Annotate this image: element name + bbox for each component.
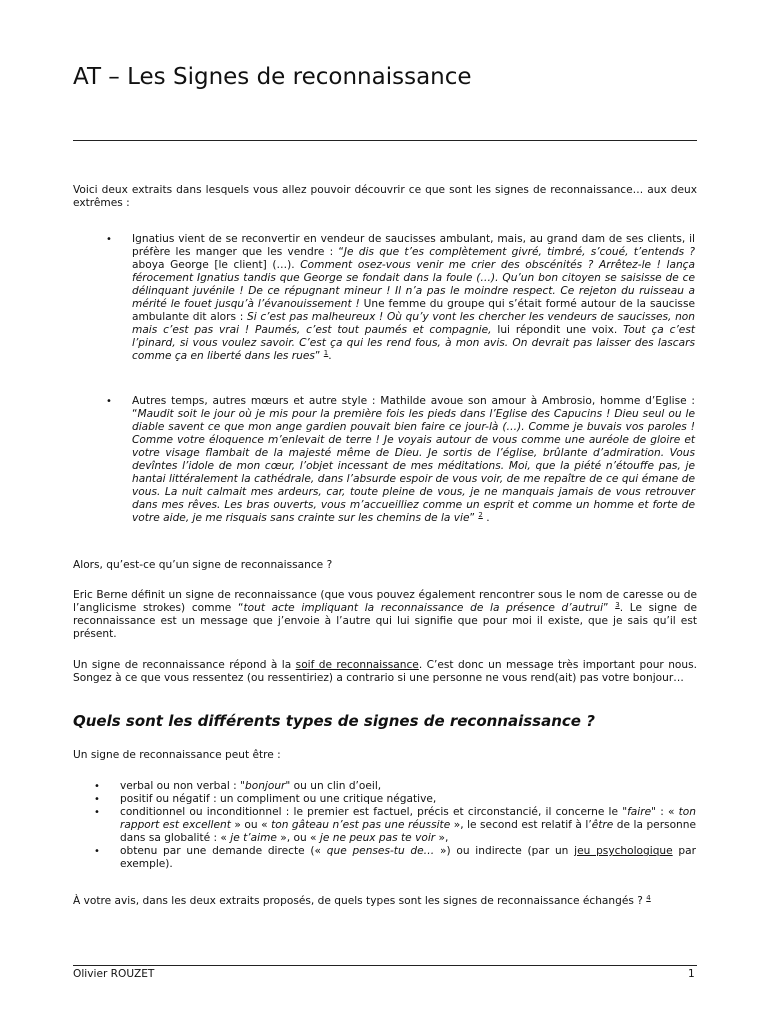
question-definition: Alors, qu’est-ce qu’un signe de reconnaissance ? (73, 559, 333, 571)
bullet-icon: • (106, 396, 112, 407)
intro-paragraph: Voici deux extraits dans lesquels vous allez pouvoir découvrir ce que sont les signes de reconnaissance… aux deux extrêmes : (73, 184, 697, 209)
type-verbal: • verbal ou non verbal : "bonjour" ou un clin d’oeil, (94, 780, 382, 792)
bullet-icon: • (106, 234, 112, 245)
page-number: 1 (688, 968, 695, 980)
question-extraits: À votre avis, dans les deux extraits proposés, de quels types sont les signes de reconnaissance échangés ? $^4$ (73, 894, 651, 907)
soif-paragraph: Un signe de reconnaissance répond à la soif de reconnaissance. C’est donc un message très important pour nous. Songez à ce que vous ressentez (ou ressentiriez) a contrario si une personne ne vous rend(ait) pas votre bonjour… (73, 659, 697, 684)
footer-rule (73, 965, 697, 966)
footnote-link-1[interactable]: 1 (323, 349, 329, 357)
berne-paragraph: Eric Berne définit un signe de reconnaissance (que vous pouvez également rencontrer sous le nom de caresse ou de l’anglicisme strokes) comme “tout acte impliquant la reconnaissance de la présence d’autrui” $^3$. Le signe de reconnaissance est un message que j’envoie à l’autre qui lui signifie que pour moi il existe, que je sais qu’il est présent. (73, 589, 698, 640)
header-rule (73, 140, 697, 141)
footnote-link-3[interactable]: 3 (615, 601, 620, 609)
type-conditionnel: • conditionnel ou inconditionnel : le premier est factuel, précis et circonstancié, il concerne le "faire" : « ton rapport est excellent » ou « ton gâteau n’est pas une réussite », le second est relatif à l’être de la personne dans sa globalité : « je t’aime », ou « je ne peux pas te voir », (94, 806, 696, 844)
bullet-icon: • (94, 807, 100, 818)
extract-ignatius: • Ignatius vient de se reconvertir en vendeur de saucisses ambulant, mais, au grand dam de ses clients, il préfère les manger que les vendre : “Je dis que t’es complètement givré, timbré, s’coué, t’entends ? aboya George [le client] (…). Comment osez-vous venir me crier des obscénités ? Arrêtez-le ! lança férocement Ignatius tandis que George se fondait dans la foule (…). Qu’un bon citoyen se saisisse de ce délinquant juvénile ! De ce répugnant mineur ! Il n’a pas le moindre respect. Ce rejeton du ruisseau a mérité le fouet jusqu’à l’évanouissement ! Une femme du groupe qui s’était formé autour de la saucisse ambulante dit alors : Si c’est pas malheureux ! Où qu’y vont les chercher les vendeurs de saucisses, non mais c’est pas vrai ! Paumés, c’est tout paumés et compagnie, lui répondit une voix. Tout ça c’est l’pinard, si vous voulez savoir. C’est ça qui les rend fous, à mon avis. On devrait pas laisser des lascars comme ça en liberté dans les rues” $^1$. (106, 233, 695, 362)
bullet-icon: • (94, 846, 100, 857)
jeu-psychologique-link[interactable]: jeu psychologique (574, 845, 673, 857)
footer-author: Olivier ROUZET (73, 968, 155, 980)
bullet-icon: • (94, 794, 100, 805)
page-title: AT – Les Signes de reconnaissance (73, 64, 472, 90)
extract-list-2 (106, 395, 695, 525)
extract-mathilde: • Autres temps, autres mœurs et autre style : Mathilde avoue son amour à Ambrosio, homme d’Eglise : “Maudit soit le jour où je mis pour la première fois les pieds dans l’Eglise des Capucins ! Dieu seul ou le diable savent ce que mon ange gardien pouvait bien faire ce jour-là (…). Comme je buvais vos paroles ! Comme votre éloquence m’enlevait de terre ! Je voyais autour de vous comme une auréole de gloire et votre visage flambait de la majesté même de Dieu. Je sortis de l’église, brûlante d’admiration. Vous devîntes l’idole de mon cœur, l’objet incessant de mes méditations. Moi, que la piété n’étouffe pas, je hantai littéralement la cathédrale, dans l’absurde espoir de vous voir, de me repaître de ce qui émane de vous. La nuit calmait mes ardeurs, car, toute pleine de vous, je ne manquais jamais de vous retrouver dans mes rêves. Les bras ouverts, vous m’accueilliez comme un esprit et comme un homme et forte de votre aide, je me risquais sans crainte sur les chemins de la vie” $^2$ . (106, 395, 695, 524)
bullet-icon: • (94, 781, 100, 792)
type-positif: • positif ou négatif : un compliment ou une critique négative, (94, 793, 437, 805)
type-demande: • obtenu par une demande directe (« que penses-tu de… ») ou indirecte (par un jeu psychologique par exemple). (94, 845, 696, 870)
soif-link[interactable]: soif de reconnaissance (295, 659, 419, 671)
types-intro: Un signe de reconnaissance peut être : (73, 749, 281, 761)
footnote-link-2[interactable]: 2 (478, 511, 483, 519)
section-heading: Quels sont les différents types de signes de reconnaissance ? (73, 712, 595, 730)
types-list (94, 780, 696, 871)
footnote-link-4[interactable]: 4 (646, 894, 651, 902)
extract-list-1 (106, 233, 695, 363)
